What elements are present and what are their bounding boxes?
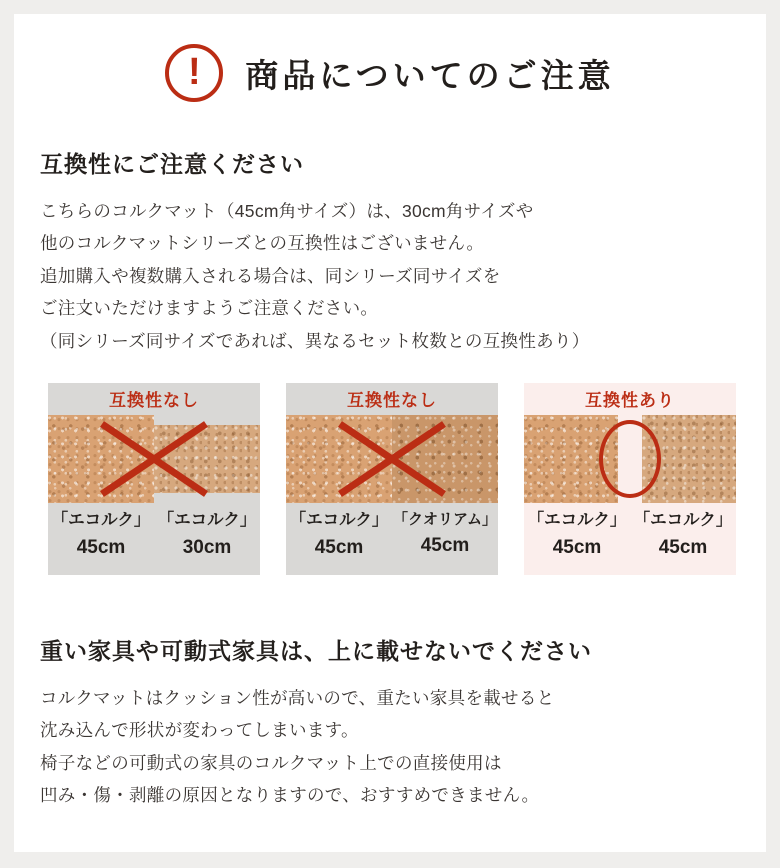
compat-card	[286, 383, 498, 575]
compat-label-left	[524, 503, 630, 575]
section-heavy-furniture	[0, 633, 780, 812]
compat-label-right	[392, 503, 498, 575]
body-line: 凹み・傷・剥離の原因となりますので、おすすめできません。	[40, 785, 540, 805]
exclamation-glyph: !	[188, 50, 201, 93]
right-margin-strip	[766, 0, 780, 868]
compat-badge: 互換性あり	[524, 383, 736, 415]
compat-badge: 互換性なし	[286, 383, 498, 415]
circle-mark-icon	[599, 420, 661, 498]
exclamation-circle-icon	[165, 44, 223, 102]
compat-label-left	[286, 503, 392, 575]
top-margin-strip	[0, 0, 780, 14]
compat-card	[48, 383, 260, 575]
mat-series-name: 「エコルク」	[633, 510, 733, 529]
compatibility-diagram	[48, 383, 740, 575]
mat-size: 30cm	[182, 537, 232, 559]
cork-mat-small-wrap	[154, 415, 260, 503]
page-header	[0, 0, 780, 102]
compat-label-right	[630, 503, 736, 575]
section-compatibility-body	[40, 195, 740, 357]
compat-mats	[48, 415, 260, 503]
section-heavy-furniture-body	[40, 682, 740, 812]
cork-mat-small	[154, 425, 260, 493]
body-line: 椅子などの可動式の家具のコルクマット上での直接使用は	[40, 752, 502, 773]
body-line: ご注文いただけますようご注意ください。	[40, 298, 379, 319]
compat-badge: 互換性なし	[48, 383, 260, 415]
section-compatibility-title: 互換性にご注意ください	[40, 151, 304, 177]
left-margin-strip	[0, 0, 14, 868]
mat-size: 45cm	[658, 537, 708, 559]
compat-labels	[48, 503, 260, 575]
mat-size: 45cm	[552, 537, 602, 559]
body-line: 他のコルクマットシリーズとの互換性はございません。	[40, 233, 485, 254]
compat-labels	[524, 503, 736, 575]
mat-series-name: 「エコルク」	[527, 510, 627, 529]
mat-size: 45cm	[76, 537, 126, 559]
mat-size: 45cm	[314, 537, 364, 559]
bottom-margin-strip	[0, 852, 780, 868]
compat-label-right	[154, 503, 260, 575]
cork-mat-right	[392, 415, 498, 503]
mat-size: 45cm	[420, 535, 470, 557]
body-line: こちらのコルクマット（45cm角サイズ）は、30cm角サイズや	[40, 201, 534, 221]
cork-mat-left	[286, 415, 392, 503]
mat-series-name: 「エコルク」	[289, 510, 389, 529]
cork-mat-large	[48, 415, 154, 503]
body-line: 沈み込んで形状が変わってしまいます。	[40, 720, 359, 741]
section-heavy-furniture-title: 重い家具や可動式家具は、上に載せないでください	[40, 637, 592, 664]
compat-labels	[286, 503, 498, 575]
compat-label-left	[48, 503, 154, 575]
page-title: 商品についてのご注意	[245, 56, 615, 94]
mat-series-name: 「エコルク」	[157, 510, 257, 529]
compat-card	[524, 383, 736, 575]
compat-mats	[524, 415, 736, 503]
compat-mats	[286, 415, 498, 503]
body-line: （同シリーズ同サイズであれば、異なるセット枚数との互換性あり）	[40, 330, 590, 351]
mat-series-name: 「エコルク」	[51, 510, 151, 529]
body-line: コルクマットはクッション性が高いので、重たい家具を載せると	[40, 687, 555, 708]
body-line: 追加購入や複数購入される場合は、同シリーズ同サイズを	[40, 265, 501, 286]
section-compatibility	[0, 146, 780, 575]
mat-series-name: 「クオリアム」	[393, 510, 497, 528]
